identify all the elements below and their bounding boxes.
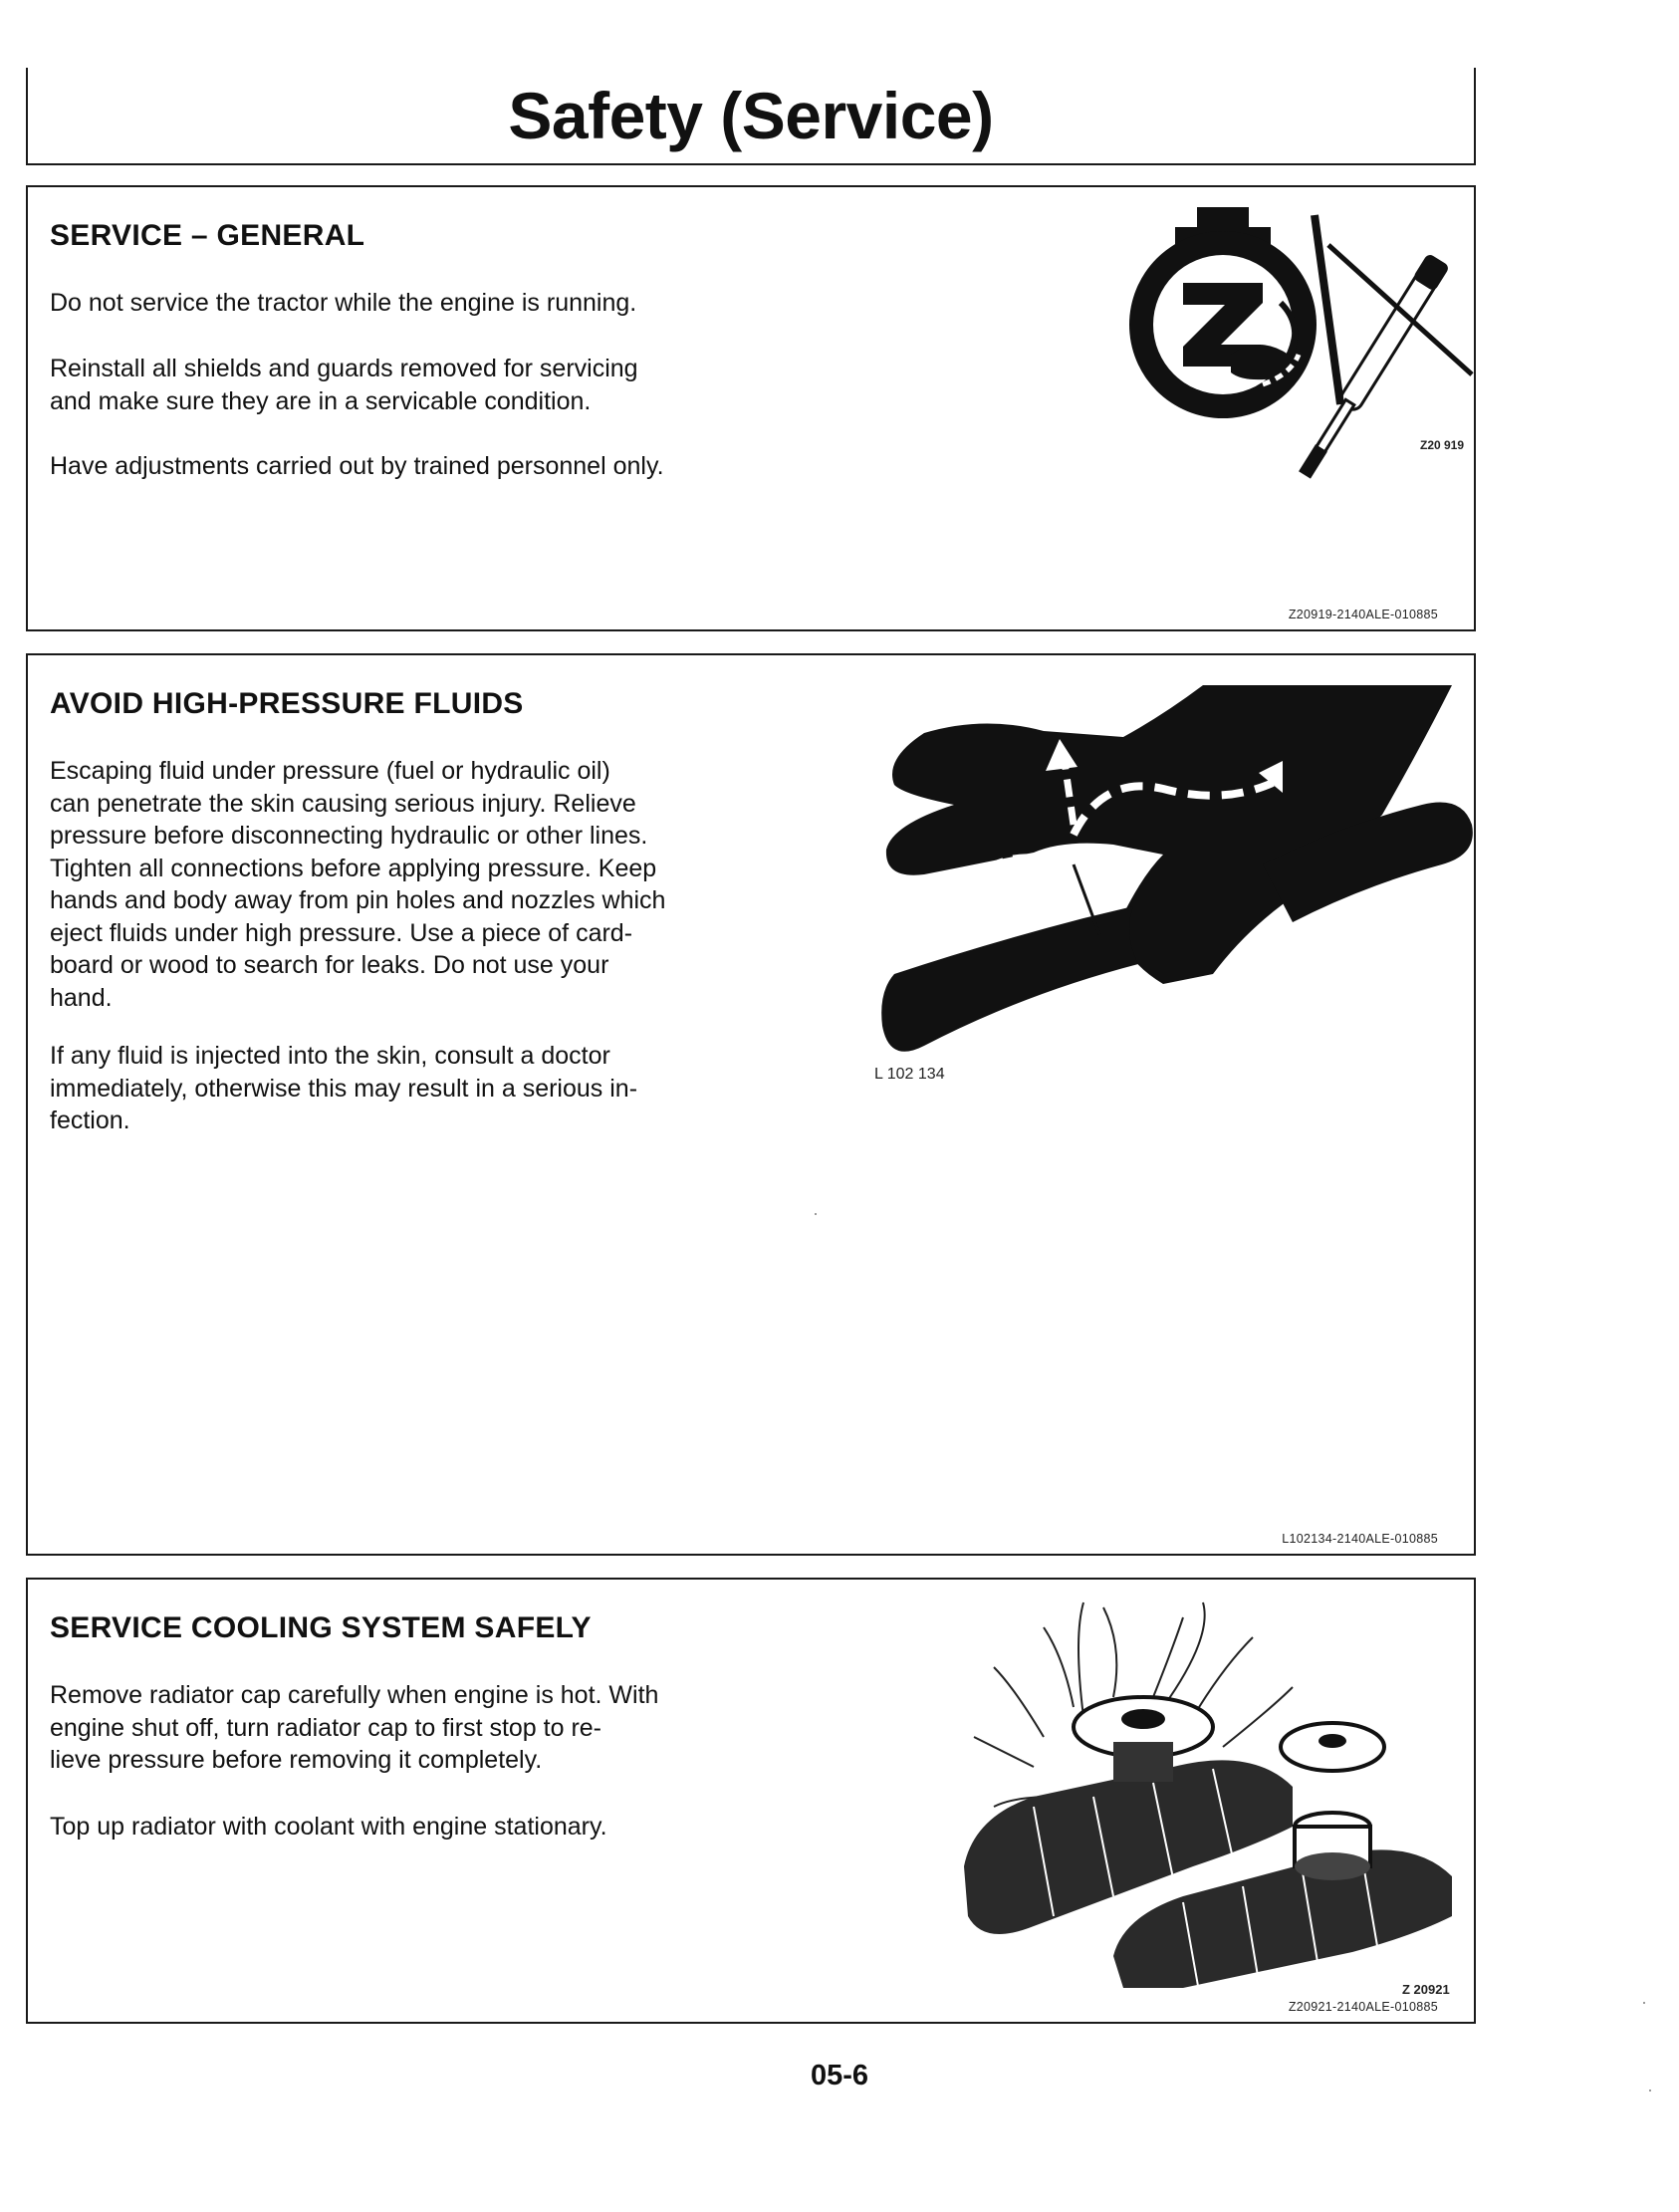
figure-label: L 102 134 bbox=[874, 1066, 945, 1083]
fluid-injection-hand-icon bbox=[864, 675, 1502, 1074]
scan-speck bbox=[1649, 2089, 1651, 2091]
paragraph: Remove radiator cap carefully when engine is hot. With engine shut off, turn radiator cap to first stop to re- lieve pressure before removing it completely. bbox=[50, 1681, 659, 1774]
paragraph: Top up radiator with coolant with engine stationary. bbox=[50, 1813, 607, 1841]
page-title: Safety (Service) bbox=[508, 79, 994, 152]
paragraph: Have adjustments carried out by trained personnel only. bbox=[50, 452, 664, 480]
scan-speck bbox=[815, 1213, 817, 1215]
paragraph: Reinstall all shields and guards removed for servicing and make sure they are in a servicable condition. bbox=[50, 355, 638, 415]
paragraph: If any fluid is injected into the skin, consult a doctor immediately, otherwise this may result in a serious in- fection. bbox=[50, 1042, 638, 1134]
page-number: 05-6 bbox=[810, 2060, 869, 2091]
no-service-engine-running-icon bbox=[1113, 205, 1492, 434]
page-header bbox=[26, 68, 1476, 165]
section-heading: SERVICE COOLING SYSTEM SAFELY bbox=[50, 1611, 592, 1644]
paragraph: Do not service the tractor while the engine is running. bbox=[50, 289, 637, 317]
scan-speck bbox=[1643, 2002, 1645, 2004]
reference-code: Z20921-2140ALE-010885 bbox=[1288, 2000, 1438, 2014]
section-cooling-system bbox=[26, 1578, 1476, 2024]
figure-label: Z 20921 bbox=[1402, 1982, 1450, 1997]
section-service-general bbox=[26, 185, 1476, 631]
radiator-cap-steam-icon bbox=[954, 1598, 1472, 1986]
section-heading: SERVICE – GENERAL bbox=[50, 219, 365, 252]
section-high-pressure-fluids bbox=[26, 653, 1476, 1556]
section-heading: AVOID HIGH-PRESSURE FLUIDS bbox=[50, 687, 524, 720]
paragraph: Escaping fluid under pressure (fuel or hydraulic oil) can penetrate the skin causing serious injury. Relieve pressure before disconnecting hydraulic or other lines. Tighten all connections before applying pressure. Keep hands and body away from pin holes and nozzles which eject fluids under high pressure. Use a piece of card- board or wood to search for leaks. Do not use your hand. bbox=[50, 757, 666, 1012]
figure-label: Z20 919 bbox=[1420, 438, 1465, 452]
reference-code: Z20919-2140ALE-010885 bbox=[1288, 608, 1438, 621]
reference-code: L102134-2140ALE-010885 bbox=[1282, 1532, 1438, 1546]
